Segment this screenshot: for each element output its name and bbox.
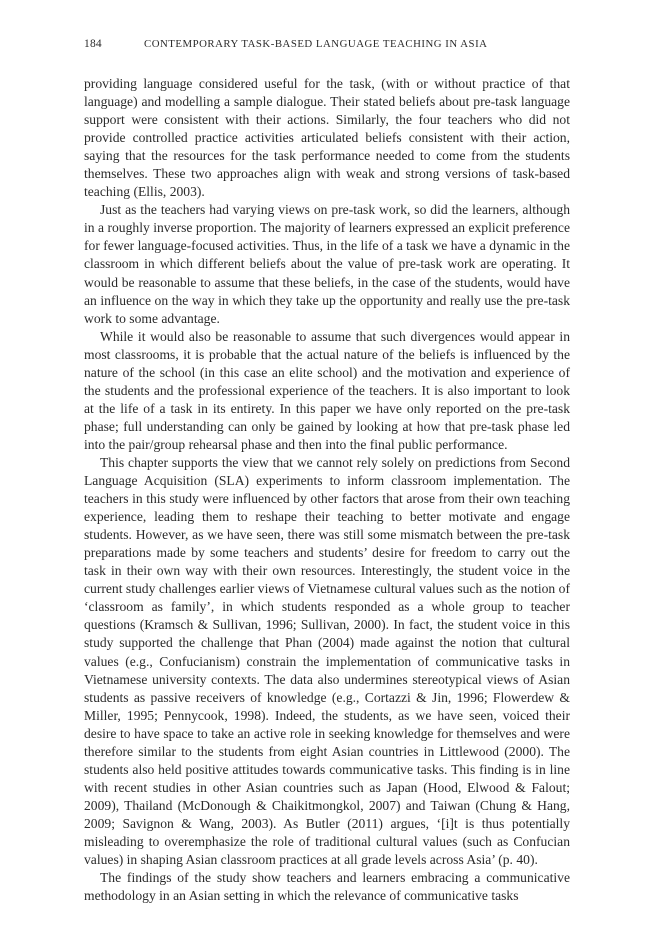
running-title: CONTEMPORARY TASK-BASED LANGUAGE TEACHING IN ASIA [144,38,488,50]
running-head [84,38,570,58]
paragraph: The findings of the study show teachers and learners embracing a communicative methodology in an Asian setting in which the relevance of communicative tasks [84,870,570,904]
paragraph-continued: providing language considered useful for the task, (with or without practice of that language) and modelling a sample dialogue. Their stated beliefs about pre-task language support were consistent with their actions. Similarly, the four teachers who did not provide controlled practice activities articulated beliefs consistent with their action, saying that the resources for the task performance needed to come from the students themselves. These two approaches align with weak and strong versions of task-based teaching (Ellis, 2003). [84,76,570,200]
book-page [84,38,570,905]
paragraph: This chapter supports the view that we cannot rely solely on predictions from Second Language Acquisition (SLA) experiments to inform classroom implementation. The teachers in this study were influenced by other factors that arose from their own teaching experience, leading them to reshape their teaching to better motivate and engage students. However, as we have seen, there was still some mismatch between the pre-task preparations made by some teachers and students’ desire for freedom to carry out the task in their own way with their own resources. Interestingly, the student voice in the current study challenges earlier views of Vietnamese cultural values such as the notion of ‘classroom as family’, in which students responded as a whole group to teacher questions (Kramsch & Sullivan, 1996; Sullivan, 2000). In fact, the student voice in this study supported the challenge that Phan (2004) made against the notion that cultural values (e.g., Confucianism) constrain the implementation of communicative tasks in Vietnamese university contexts. The data also undermines stereotypical views of Asian students as passive receivers of knowledge (e.g., Cortazzi & Jin, 1996; Flowerdew & Miller, 1995; Pennycook, 1998). Indeed, the students, as we have seen, voiced their desire to have space to take an active role in seeking knowledge for themselves and were therefore similar to the students from eight Asian countries in Littlewood (2000). The students also held positive attitudes towards communicative tasks. This finding is in line with recent studies in other Asian countries such as Japan (Hood, Elwood & Falout; 2009), Thailand (McDonough & Chaikitmongkol, 2007) and Taiwan (Chung & Hang, 2009; Savignon & Wang, 2003). As Butler (2011) argues, ‘[i]t is thus potentially misleading to overemphasize the role of traditional cultural values (such as Confucian values) in shaping Asian classroom practices at all grade levels across Asia’ (p. 40). [84,454,570,868]
body-text [84,75,570,905]
paragraph: Just as the teachers had varying views on pre-task work, so did the learners, although in a roughly inverse proportion. The majority of learners expressed an explicit preference for fewer language-focused activities. Thus, in the life of a task we have a dynamic in the classroom in which different beliefs about the value of pre-task work are operating. It would be reasonable to assume that these beliefs, in the case of the students, would have an influence on the way in which they take up the opportunity and really use the pre-task work to some advantage. [84,202,570,326]
paragraph: While it would also be reasonable to assume that such divergences would appear in most classrooms, it is probable that the actual nature of the beliefs is influenced by the nature of the school (in this case an elite school) and the motivation and experience of the students and the professional experience of the teachers. It is also important to look at the life of a task in its entirety. In this paper we have only reported on the pre-task phase; full understanding can only be gained by looking at how that pre-task phase led into the pair/group rehearsal phase and then into the final public performance. [84,328,570,452]
page-number: 184 [84,38,102,50]
